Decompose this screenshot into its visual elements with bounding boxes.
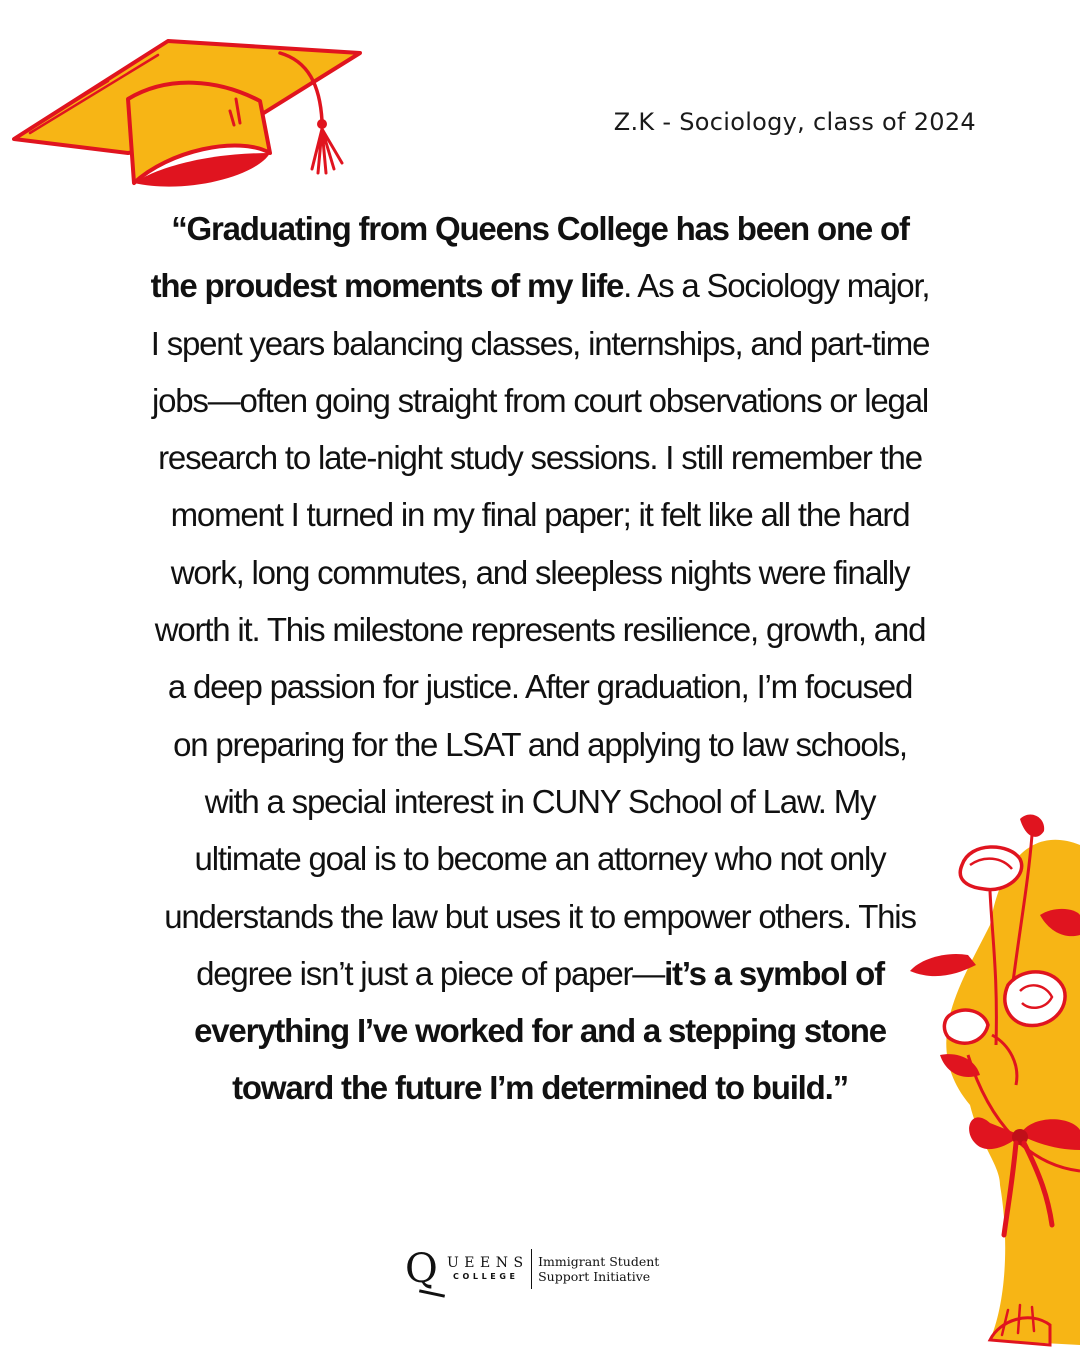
- quote-closing-bold: it’s a symbol of everything I’ve worked for and a stepping stone toward the future I’m determined to build.”: [194, 954, 886, 1107]
- initiative-line-2: Support Initiative: [538, 1269, 651, 1284]
- logo-initiative-text: [538, 1254, 659, 1284]
- graduation-cap-icon: [8, 35, 368, 195]
- logo-divider: [531, 1249, 533, 1289]
- testimonial-quote: [150, 200, 930, 1117]
- quote-opening-bold: “Graduating from Queens College has been one of the proudest moments of my life: [150, 210, 909, 305]
- logo-queens-text: UEENS: [447, 1255, 529, 1271]
- attribution-line: Z.K - Sociology, class of 2024: [613, 108, 976, 136]
- initiative-line-1: Immigrant Student: [538, 1254, 660, 1269]
- flower-bouquet-icon: [880, 805, 1080, 1350]
- logo-college-text: COLLEGE: [453, 1272, 519, 1281]
- quote-body: . As a Sociology major, I spent years balancing classes, internships, and part-time jobs—often going straight from court observations or legal research to late-night study sessions. I still remember the moment I turned in my final paper; it felt like all the hard work, long commutes, and sleepless nights were finally worth it. This milestone represents resilience, growth, and a deep passion for justice. After graduation, I’m focused on preparing for the LSAT and applying to law schools, with a special interest in CUNY School of Law. My ultimate goal is to become an attorney who not only understands the law but uses it to empower others. This degree isn’t just a piece of paper—: [150, 267, 930, 992]
- logo-q-mark: Q: [405, 1249, 445, 1289]
- logo-wordmark: [447, 1255, 529, 1283]
- queens-college-logo: [405, 1245, 659, 1293]
